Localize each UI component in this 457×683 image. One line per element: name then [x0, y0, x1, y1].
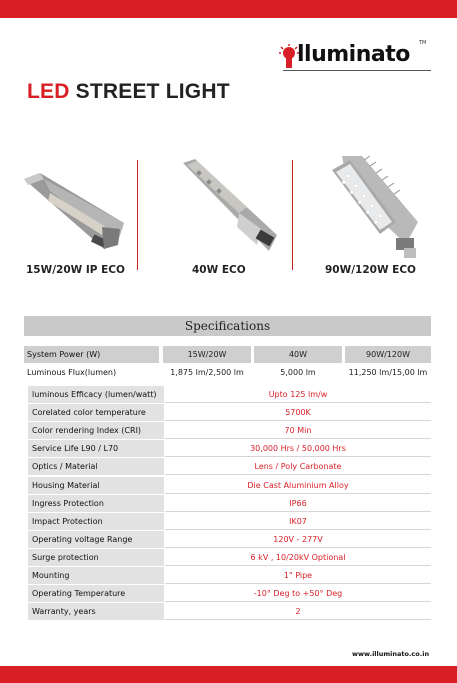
- spec-label: Color rendering Index (CRI): [28, 422, 164, 439]
- product-divider-2: [292, 160, 293, 270]
- logo-trademark: TM: [419, 40, 427, 46]
- spec-row: [28, 531, 431, 548]
- specifications-heading: Specifications: [24, 316, 431, 336]
- spec-label: Impact Protection: [28, 513, 164, 530]
- product-label-1: 15W/20W IP ECO: [26, 264, 125, 276]
- spec-row: [28, 513, 431, 530]
- spec-label: Mounting: [28, 567, 164, 584]
- spec-label: luminous Efficacy (lumen/watt): [28, 386, 164, 403]
- spec-label: Corelated color temperature: [28, 404, 164, 421]
- spec-label: Service Life L90 / L70: [28, 440, 164, 457]
- spec-row: [28, 495, 431, 512]
- spec-label: Ingress Protection: [28, 495, 164, 512]
- flux-value-2: 5,000 lm: [280, 368, 316, 377]
- bulb-icon: [279, 44, 299, 70]
- spec-value: IK07: [165, 513, 431, 530]
- page-title: [27, 80, 230, 104]
- spec-label: Warranty, years: [28, 603, 164, 620]
- spec-row: [28, 422, 431, 439]
- top-red-bar: [0, 0, 457, 18]
- spec-label: Optics / Material: [28, 458, 164, 475]
- spec-row: [28, 585, 431, 602]
- product-label-3: 90W/120W ECO: [325, 264, 416, 276]
- spec-value: 6 kV , 10/20kV Optional: [165, 549, 431, 566]
- brand-logo: [279, 40, 439, 74]
- spec-row: [28, 567, 431, 584]
- spec-value: Upto 125 lm/w: [165, 386, 431, 403]
- product-label-2: 40W ECO: [192, 264, 246, 276]
- flux-value-1: 1,875 lm/2,500 lm: [170, 368, 244, 377]
- spec-row: [28, 458, 431, 475]
- bottom-red-bar: [0, 666, 457, 683]
- spec-value: 1" Pipe: [165, 567, 431, 584]
- spec-label: Operating Temperature: [28, 585, 164, 602]
- spec-label: Operating voltage Range: [28, 531, 164, 548]
- spec-row: [28, 404, 431, 421]
- logo-underline: [283, 70, 431, 71]
- spec-row: [28, 549, 431, 566]
- title-street-light: STREET LIGHT: [75, 80, 230, 103]
- luminous-flux-row: [24, 364, 431, 381]
- website-url: www.illuminato.co.in: [352, 650, 430, 658]
- product-image-eco-40w: [177, 155, 282, 255]
- product-image-eco-small: [20, 165, 130, 255]
- spec-row: [28, 386, 431, 403]
- spec-value: 2: [165, 603, 431, 620]
- spec-value: IP66: [165, 495, 431, 512]
- spec-value: 120V - 277V: [165, 531, 431, 548]
- power-value-3: 90W/120W: [366, 350, 410, 359]
- spec-value: 30,000 Hrs / 50,000 Hrs: [165, 440, 431, 457]
- logo-wordmark: lluminato: [297, 42, 410, 67]
- spec-row: [28, 603, 431, 620]
- spec-value: -10° Deg to +50° Deg: [165, 585, 431, 602]
- product-image-eco-large: [322, 152, 427, 264]
- power-label: System Power (W): [27, 350, 101, 359]
- power-value-1: 15W/20W: [187, 350, 227, 359]
- spec-row: [28, 477, 431, 494]
- flux-value-3: 11,250 lm/15,00 lm: [348, 368, 428, 377]
- title-led: LED: [27, 80, 70, 103]
- product-divider-1: [137, 160, 138, 270]
- flux-label: Luminous Flux(lumen): [27, 368, 117, 377]
- spec-value: 70 Min: [165, 422, 431, 439]
- spec-value: 5700K: [165, 404, 431, 421]
- spec-label: Housing Material: [28, 477, 164, 494]
- system-power-row: [24, 346, 431, 363]
- spec-value: Lens / Poly Carbonate: [165, 458, 431, 475]
- spec-row: [28, 440, 431, 457]
- spec-label: Surge protection: [28, 549, 164, 566]
- power-value-2: 40W: [288, 350, 308, 359]
- spec-value: Die Cast Aluminium Alloy: [165, 477, 431, 494]
